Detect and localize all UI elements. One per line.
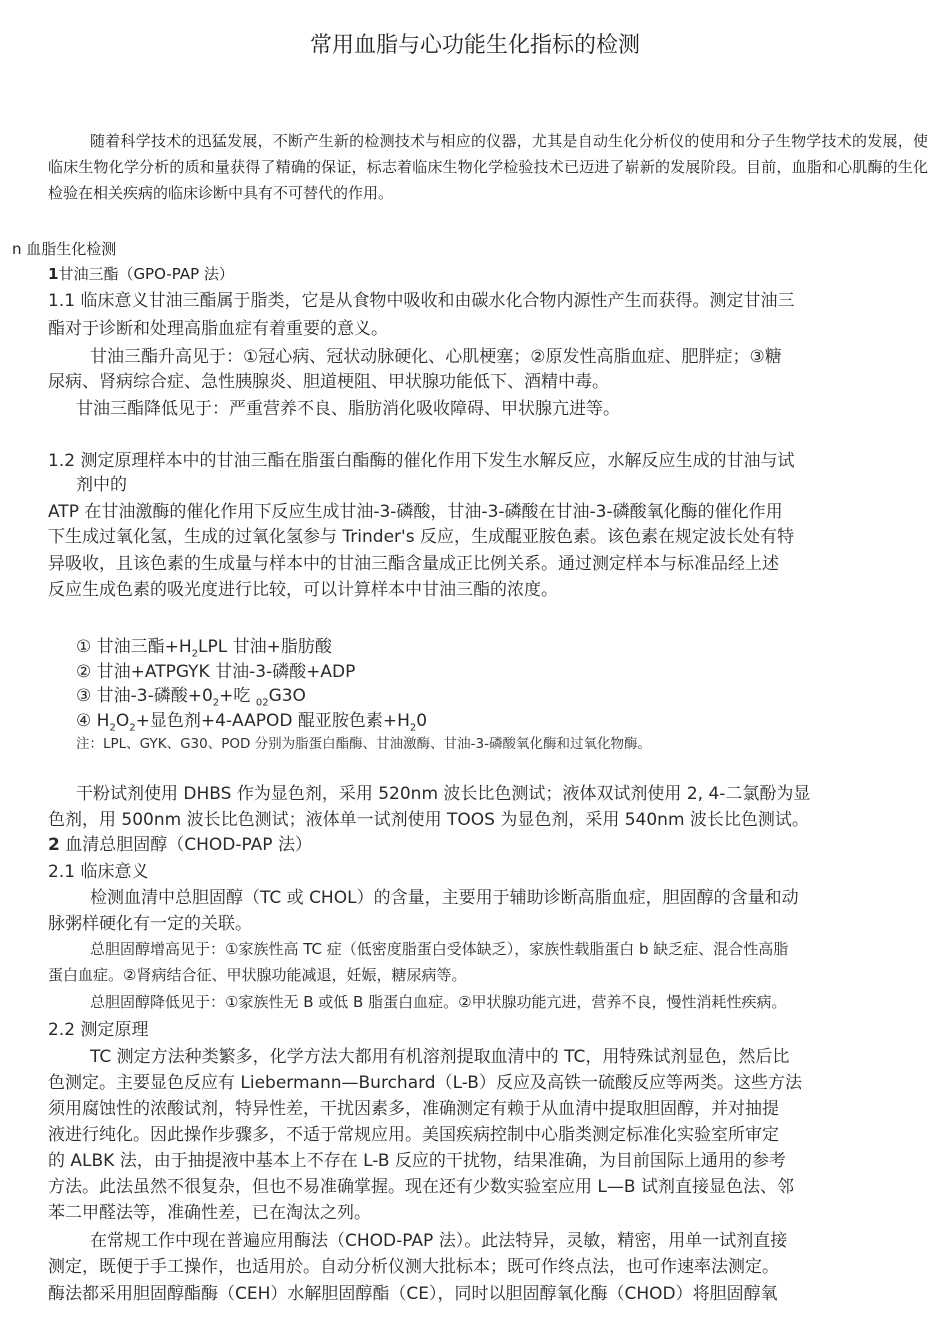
tc-clinical-line-2: 脉粥样硬化有一定的关联。: [48, 914, 252, 934]
tg-reagent-line-1: 干粉试剂使用 DHBS 作为显色剂，采用 520nm 波长比色测试；液体双试剂使用 2, 4-二氯酚为显: [76, 784, 811, 804]
tc-subheading-principle: 2.2 测定原理: [48, 1020, 149, 1040]
tc-enzyme-line-3: 酶法都采用胆固醇酯酶（CEH）水解胆固醇酯（CE），同时以胆固醇氧化酶（CHOD）将胆固醇氧: [48, 1284, 778, 1304]
tg-decrease-line: 甘油三酯降低见于：严重营养不良、脂肪消化吸收障碍、甲状腺亢进等。: [76, 399, 620, 419]
reaction-1: ① 甘油三酯$+H_2LPL$ 甘油+脂肪酸: [76, 637, 332, 660]
tg-principle-line-1: 1.2 测定原理样本中的甘油三酯在脂蛋白酯酶的催化作用下发生水解反应，水解反应生成的甘油与试: [48, 451, 795, 471]
tc-decrease-line: 总胆固醇降低见于：①家族性无 B 或低 B 脂蛋白血症。②甲状腺功能亢进，营养不良，慢性消耗性疾病。: [90, 993, 787, 1011]
tg-clinical-line-2: 酯对于诊断和处理高脂血症有着重要的意义。: [48, 319, 388, 339]
heading-cholesterol: 2 血清总胆固醇（CHOD-PAP 法）: [48, 835, 312, 855]
heading-triglyceride: 1甘油三酯（GPO-PAP 法）: [48, 265, 234, 283]
tg-principle-line-3: ATP 在甘油激酶的催化作用下反应生成甘油-3-磷酸，甘油-3-磷酸在甘油-3-磷酸氧化酶的催化作用: [48, 502, 783, 522]
tc-clinical-line-1: 检测血清中总胆固醇（TC 或 CHOL）的含量，主要用于辅助诊断高脂血症，胆固醇的含量和动: [90, 888, 799, 908]
intro-paragraph: 随着科学技术的迅猛发展，不断产生新的检测技术与相应的仪器，尤其是自动生化分析仪的使用和分子生物学技术的发展，使临床生物化学分析的质和量获得了精确的保证，标志着临床生物化学检验技术已迈进了崭新的发展阶段。目前，血脂和心肌酶的生化检验在相关疾病的临床诊断中具有不可替代的作用。: [48, 132, 928, 202]
tc-method-line-7: 苯二甲醛法等，准确性差，已在淘汰之列。: [48, 1203, 371, 1223]
tc-method-line-5: 的 ALBK 法，由于抽提液中基本上不存在 L-B 反应的干扰物，结果准确，为目前国际上通用的参考: [48, 1151, 786, 1171]
tc-method-line-4: 液进行纯化。因此操作步骤多，不适于常规应用。美国疾病控制中心脂类测定标准化实验室所审定: [48, 1125, 779, 1145]
tc-enzyme-line-1: 在常规工作中现在普遍应用酶法（CHOD-PAP 法）。此法特异，灵敏，精密，用单一试剂直接: [90, 1231, 788, 1251]
reaction-3: ③ 甘油-3-磷酸$+0_2+$吃 $_{02}$G3O: [76, 686, 306, 709]
tg-reagent-line-2: 色剂，用 500nm 波长比色测试；液体单一试剂使用 TOOS 为显色剂，采用 540nm 波长比色测试。: [48, 810, 809, 830]
tc-subheading-clinical: 2.1 临床意义: [48, 862, 149, 882]
tg-clinical-line-1: 1.1 临床意义甘油三酯属于脂类，它是从食物中吸收和由碳水化合物内源性产生而获得。测定甘油三: [48, 291, 795, 311]
tc-method-line-3: 须用腐蚀性的浓酸试剂，特异性差，干扰因素多，准确测定有赖于从血清中提取胆固醇，并对抽提: [48, 1099, 779, 1119]
tc-method-line-1: TC 测定方法种类繁多，化学方法大都用有机溶剂提取血清中的 TC，用特殊试剂显色，然后比: [90, 1047, 790, 1067]
reaction-4: ④ $H_2O_2+$显色剂+4-AAPOD 醌亚胺色素$+H_20$: [76, 711, 428, 734]
tc-method-line-2: 色测定。主要显色反应有 Liebermann—Burchard（L-B）反应及高铁一硫酸反应等两类。这些方法: [48, 1073, 802, 1093]
tg-increase-line-1: 甘油三酯升高见于：①冠心病、冠状动脉硬化、心肌梗塞；②原发性高脂血症、肥胖症；③糖: [90, 347, 782, 367]
section-heading-lipid: n 血脂生化检测: [12, 240, 117, 258]
reaction-note: 注：LPL、GYK、G30、POD 分别为脂蛋白酯酶、甘油激酶、甘油-3-磷酸氧化酶和过氧化物酶。: [76, 736, 651, 752]
tg-principle-line-5: 异吸收，且该色素的生成量与样本中的甘油三酯含量成正比例关系。通过测定样本与标准品经上述: [48, 554, 779, 574]
tc-increase-line-1: 总胆固醇增高见于：①家族性高 TC 症（低密度脂蛋白受体缺乏），家族性载脂蛋白 b 缺乏症、混合性高脂: [90, 940, 789, 958]
tg-principle-line-2: 剂中的: [76, 475, 127, 495]
page-title: 常用血脂与心功能生化指标的检测: [309, 33, 640, 58]
tc-enzyme-line-2: 测定，既便于手工操作，也适用於。自动分析仪测大批标本；既可作终点法，也可作速率法测定。: [48, 1257, 779, 1277]
tg-increase-line-2: 尿病、肾病综合症、急性胰腺炎、胆道梗阻、甲状腺功能低下、酒精中毒。: [48, 372, 609, 392]
reaction-2: ② 甘油+ATPGYK 甘油-3-磷酸+ADP: [76, 662, 356, 682]
tg-principle-line-4: 下生成过氧化氢，生成的过氧化氢参与 Trinder's 反应，生成醌亚胺色素。该色素在规定波长处有特: [48, 527, 794, 547]
tc-method-line-6: 方法。此法虽然不很复杂，但也不易准确掌握。现在还有少数实验室应用 L—B 试剂直接显色法、邻: [48, 1177, 794, 1197]
tg-principle-line-6: 反应生成色素的吸光度进行比较，可以计算样本中甘油三酯的浓度。: [48, 580, 558, 600]
tc-increase-line-2: 蛋白血症。②肾病结合征、甲状腺功能减退，妊娠，糖尿病等。: [48, 966, 467, 984]
